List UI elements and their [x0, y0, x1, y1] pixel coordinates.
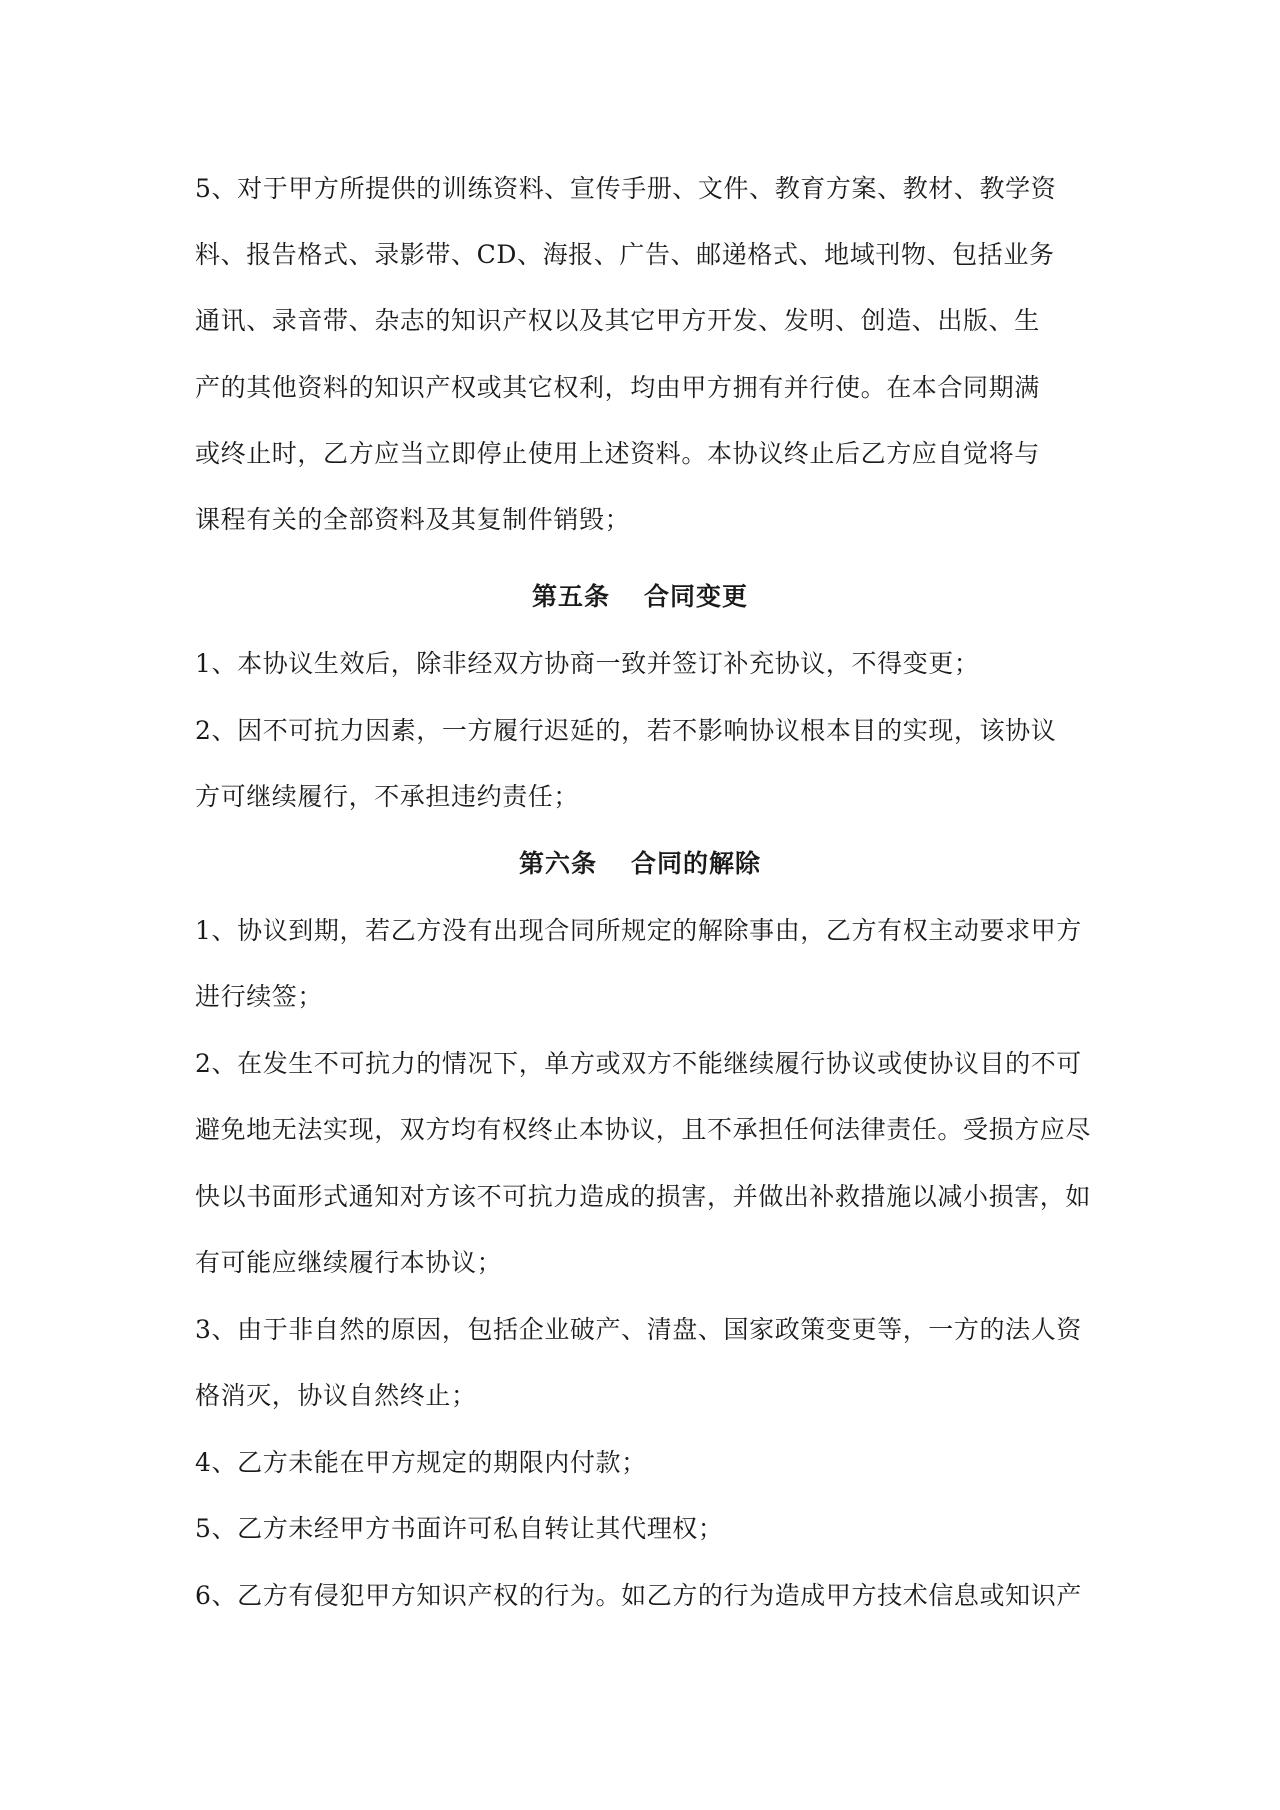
paragraph-line: 格消灭，协议自然终止； — [195, 1381, 477, 1410]
paragraph-line: 或终止时，乙方应当立即停止使用上述资料。本协议终止后乙方应自觉将与 — [195, 439, 1040, 468]
paragraph-line: 课程有关的全部资料及其复制件销毁； — [195, 505, 631, 534]
paragraph-line: 方可继续履行，不承担违约责任； — [195, 782, 580, 811]
paragraph-line: 3、由于非自然的原因，包括企业破产、清盘、国家政策变更等，一方的法人资 — [195, 1315, 1082, 1344]
paragraph-line: 有可能应继续履行本协议； — [195, 1248, 503, 1277]
paragraph-line: 6、乙方有侵犯甲方知识产权的行为。如乙方的行为造成甲方技术信息或知识产 — [195, 1581, 1082, 1610]
article-6-number: 第六条 — [518, 849, 597, 878]
article-6-title: 合同的解除 — [631, 849, 762, 878]
paragraph-line: 产的其他资料的知识产权或其它权利，均由甲方拥有并行使。在本合同期满 — [195, 373, 1040, 402]
paragraph-line: 5、乙方未经甲方书面许可私自转让其代理权； — [195, 1514, 724, 1543]
paragraph-line: 快以书面形式通知对方该不可抗力造成的损害，并做出补救措施以减小损害，如 — [195, 1182, 1092, 1211]
article-5-heading — [0, 580, 1280, 614]
paragraph-line: 进行续签； — [195, 982, 324, 1011]
paragraph-line: 避免地无法实现，双方均有权终止本协议，且不承担任何法律责任。受损方应尽 — [195, 1115, 1092, 1144]
paragraph-line: 5、对于甲方所提供的训练资料、宣传手册、文件、教育方案、教材、教学资 — [195, 174, 1057, 203]
paragraph-line: 2、因不可抗力因素，一方履行迟延的，若不影响协议根本目的实现，该协议 — [195, 716, 1057, 745]
article-5-title: 合同变更 — [644, 582, 749, 611]
article-5-number: 第五条 — [531, 582, 610, 611]
paragraph-line: 1、协议到期，若乙方没有出现合同所规定的解除事由，乙方有权主动要求甲方 — [195, 916, 1082, 945]
paragraph-line: 通讯、录音带、杂志的知识产权以及其它甲方开发、发明、创造、出版、生 — [195, 306, 1040, 335]
paragraph-line: 4、乙方未能在甲方规定的期限内付款； — [195, 1448, 647, 1477]
paragraph-line: 1、本协议生效后，除非经双方协商一致并签订补充协议，不得变更； — [195, 649, 980, 678]
paragraph-line: 2、在发生不可抗力的情况下，单方或双方不能继续履行协议或使协议目的不可 — [195, 1049, 1082, 1078]
paragraph-line: 料、报告格式、录影带、CD、海报、广告、邮递格式、地域刊物、包括业务 — [195, 240, 1055, 269]
article-6-heading — [0, 847, 1280, 881]
